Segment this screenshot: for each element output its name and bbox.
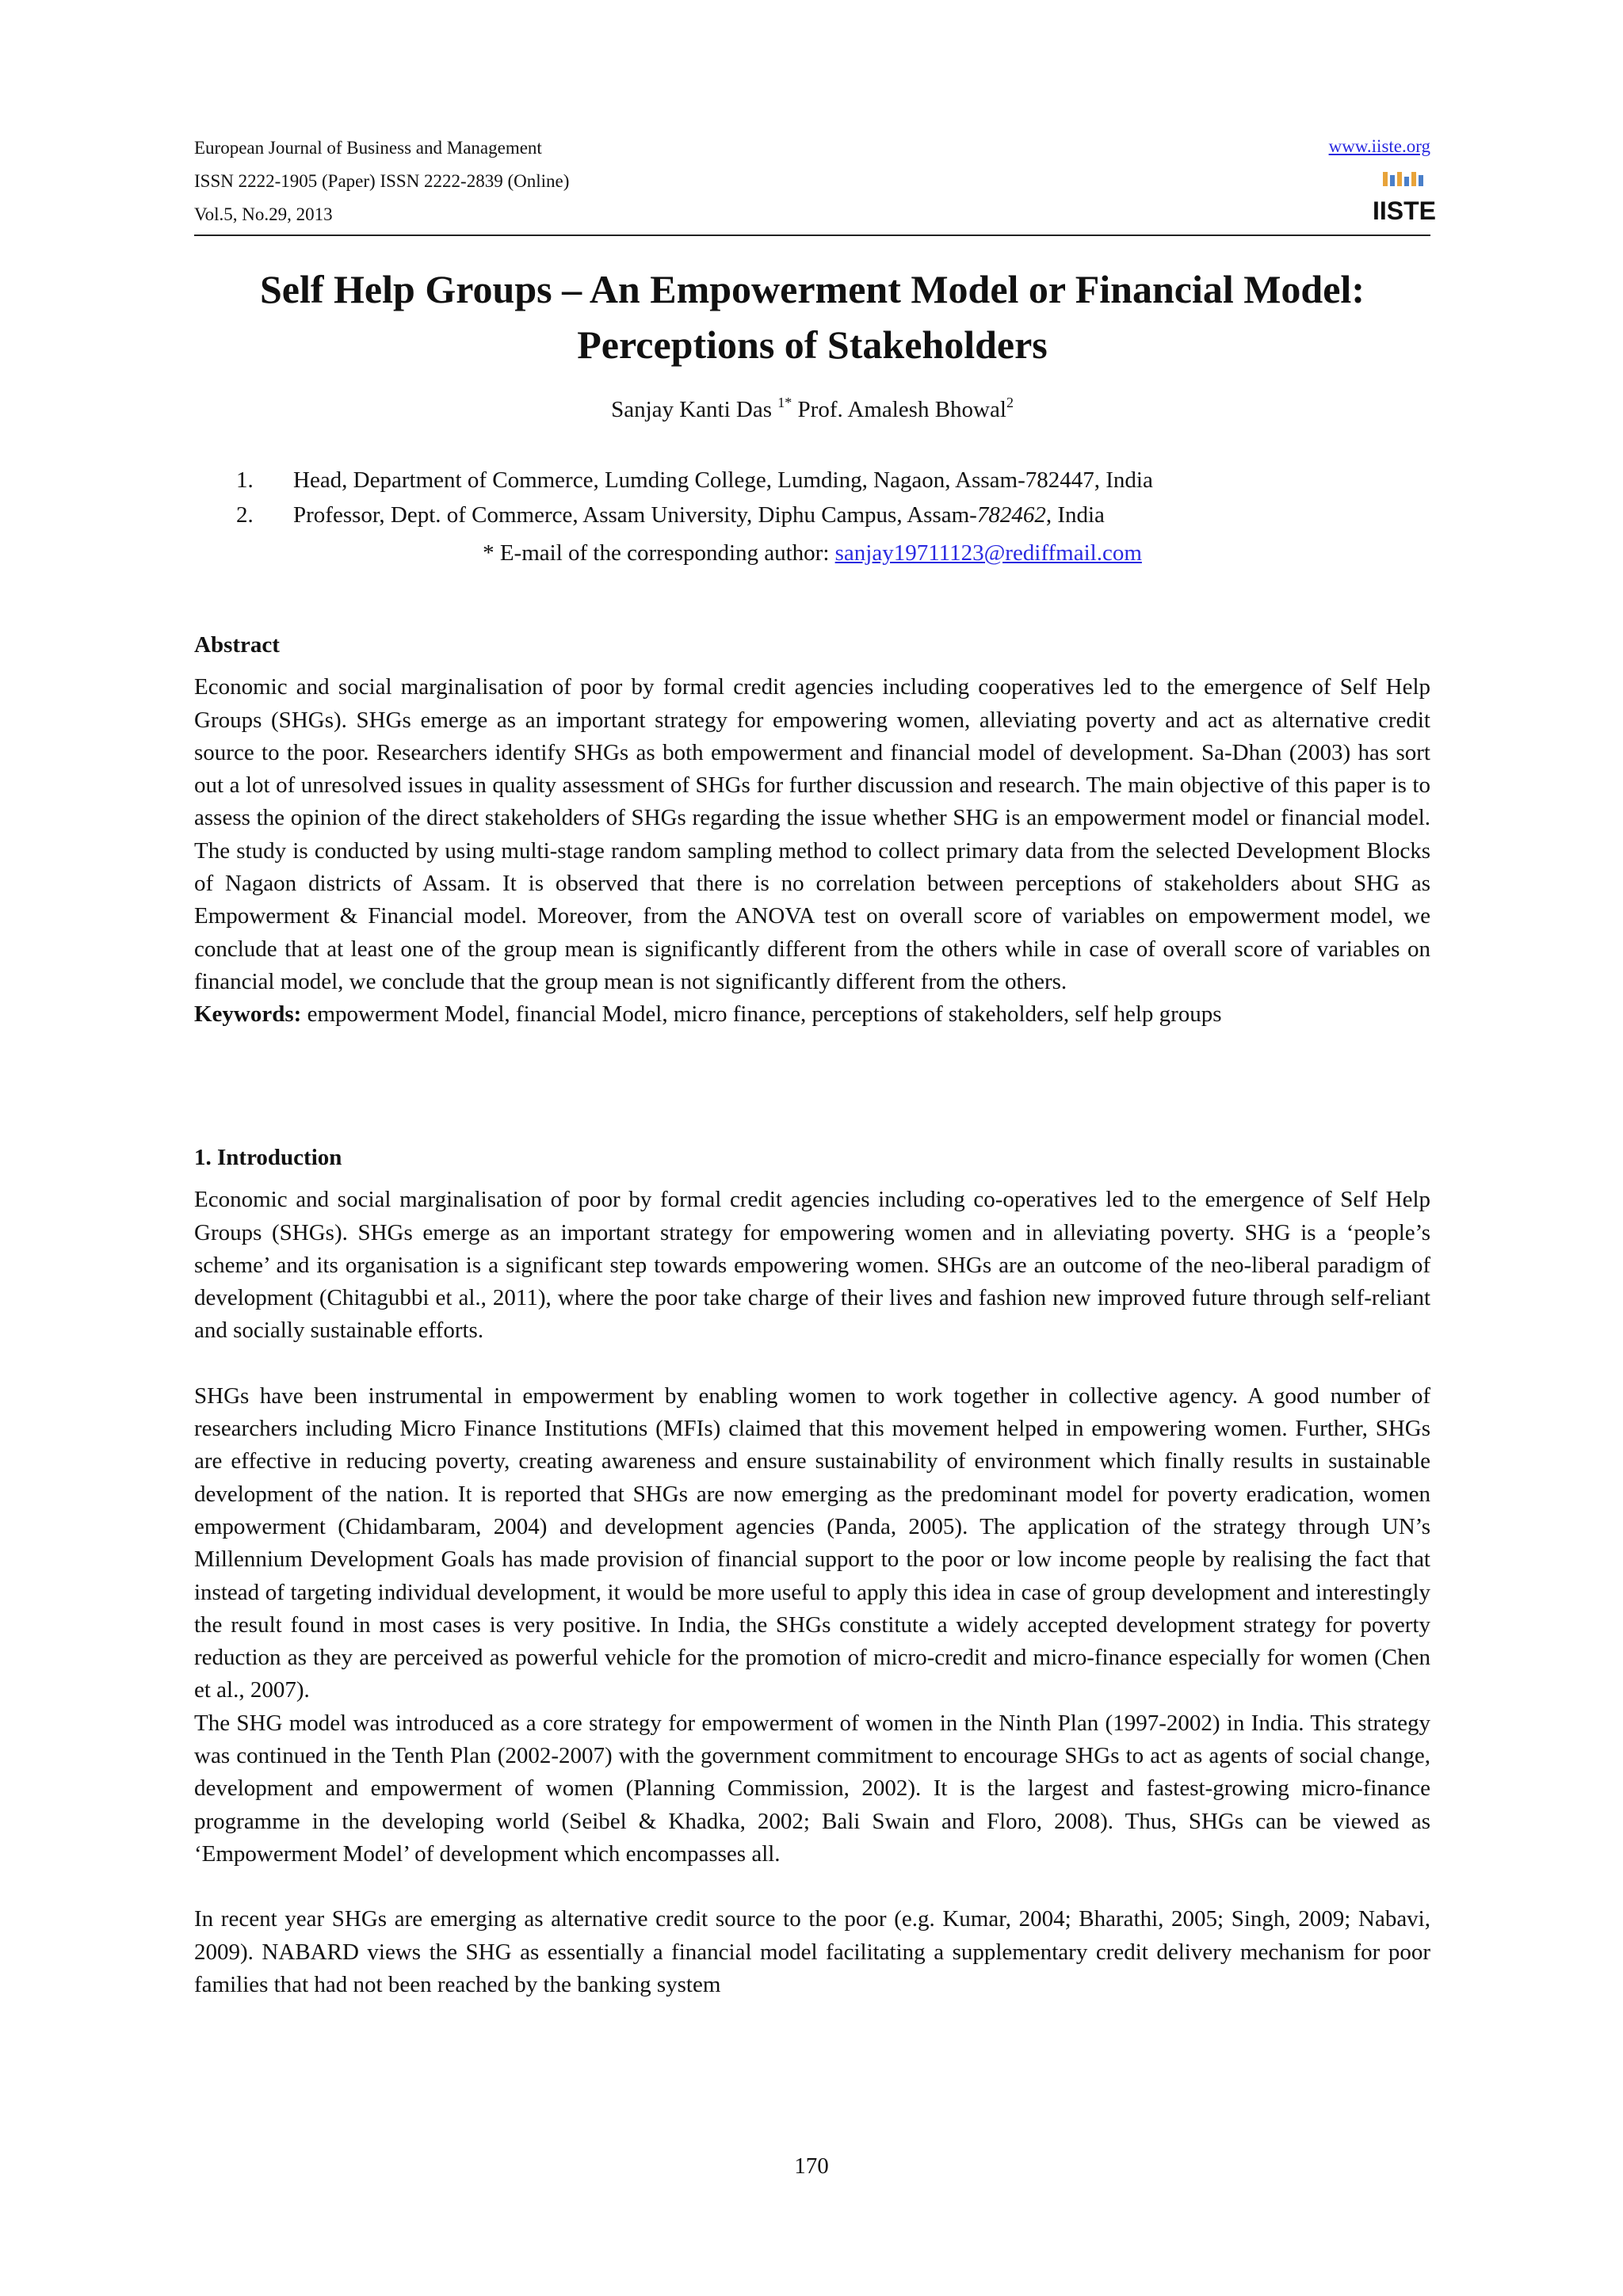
corresponding-email [194,540,1430,566]
author-1-sup: 1* [777,395,792,410]
intro-paragraph-4: In recent year SHGs are emerging as alternative credit source to the poor (e.g. Kumar, 2004; Bharathi, 2005; Singh, 2009; Nabavi, 2009). NABARD views the SHG as essentially a financial model facilitating a supplementary credit delivery mechanism for poor families that had not been reached by the banking system [194,1906,1430,1997]
iiste-logo-icon [1372,170,1437,225]
journal-url-link[interactable]: www.iiste.org [1328,136,1430,156]
affiliation-number: 2. [236,502,254,528]
logo-text: IISTE [1372,196,1437,225]
affiliation-text: Head, Department of Commerce, Lumding College, Lumding, Nagaon, Assam-782447, India [293,467,1153,493]
page-number: 170 [794,2153,829,2179]
author-list [194,395,1430,423]
intro-paragraph-2: SHGs have been instrumental in empowerment by enabling women to work together in collective agency. A good number of researchers including Micro Finance Institutions (MFIs) claimed that this movement helped in empowering women. Further, SHGs are effective in reducing poverty, creating awareness and ensure sustainability of environment which finally results in sustainable development of the nation. It is reported that SHGs are now emerging as the predominant model for poverty eradication, women empowerment (Chidambaram, 2004) and development agencies (Panda, 2005). The application of the strategy through UN’s Millennium Development Goals has made provision of financial support to the poor or low income people by realising the fact that instead of targeting individual development, it would be more useful to apply this idea in case of group development and interestingly the result found in most cases is very positive. In India, the SHGs constitute a widely accepted development strategy for poverty reduction as they are perceived as powerful vehicle for the promotion of micro-credit and micro-finance especially for women (Chen et al., 2007). [194,1383,1430,1703]
journal-issn: ISSN 2222-1905 (Paper) ISSN 2222-2839 (Online) [194,171,570,191]
header-divider [194,235,1430,236]
intro-paragraph-3: The SHG model was introduced as a core strategy for empowerment of women in the Ninth Plan (1997-2002) in India. This strategy was continued in the Tenth Plan (2002-2007) with the government commitment to encourage SHGs to act as agents of social change, development and empowerment of women (Planning Commission, 2002). It is the largest and fastest-growing micro-finance programme in the developing world (Seibel & Khadka, 2002; Bali Swain and Floro, 2008). Thus, SHGs can be viewed as ‘Empowerment Model’ of development which encompasses all. [194,1710,1430,1867]
affiliation-item [236,463,1425,498]
keywords-label: Keywords: [194,1001,302,1028]
keywords-text: empowerment Model, financial Model, micro finance, perceptions of stakeholders, self help groups [301,1001,1222,1028]
introduction-heading: 1. Introduction [194,1145,342,1170]
affiliation-item [236,498,1425,532]
email-link[interactable]: sanjay19711123@rediffmail.com [834,540,1142,566]
affiliation-text-end: , India [1045,502,1105,528]
journal-name: European Journal of Business and Management [194,138,542,158]
affiliation-number: 1. [236,467,254,493]
journal-header [194,132,1430,231]
abstract-heading: Abstract [194,632,280,658]
abstract-text: Economic and social marginalisation of poor by formal credit agencies including cooperatives led to the emergence of Self Help Groups (SHGs). SHGs emerge as an important strategy for empowering women, alleviating poverty and act as alternative credit source to the poor. Researchers identify SHGs as both empowerment and financial model of development. Sa-Dhan (2003) has sort out a lot of unresolved issues in quality assessment of SHGs for further discussion and research. The main objective of this paper is to assess the opinion of the direct stakeholders of SHGs regarding the issue whether SHG is an empowerment model or financial model. The study is conducted by using multi-stage random sampling method to collect primary data from the selected Development Blocks of Nagaon districts of Assam. It is observed that there is no correlation between perceptions of stakeholders about SHG as Empowerment & Financial model. Moreover, from the ANOVA test on overall score of variables on empowerment model, we conclude that at least one of the group mean is significantly different from the others while in case of overall score of variables on financial model, we conclude that the group mean is not significantly different from the others. [194,674,1430,994]
journal-volume: Vol.5, No.29, 2013 [194,204,333,224]
title-line-2: Perceptions of Stakeholders [577,322,1048,367]
intro-paragraph-1: Economic and social marginalisation of poor by formal credit agencies including co-operatives led to the emergence of Self Help Groups (SHGs). SHGs emerge as an important strategy for empowering women and in alleviating poverty. SHG is a ‘people’s scheme’ and its organisation is a significant step towards empowering women. SHGs are an outcome of the neo-liberal paradigm of development (Chitagubbi et al., 2011), where the poor take charge of their lives and fashion new improved future through self-reliant and socially sustainable efforts. [194,1187,1430,1344]
affiliation-postcode: 782462 [976,502,1046,528]
author-2-sup: 2 [1006,395,1014,410]
introduction-section [194,1142,1430,2001]
paper-title [158,261,1466,372]
title-line-1: Self Help Groups – An Empowerment Model or Financial Model: [260,267,1365,311]
author-1: Sanjay Kanti Das [611,397,773,422]
keywords [194,998,1430,1031]
author-2: Prof. Amalesh Bhowal [797,397,1006,422]
email-label: * E-mail of the corresponding author: [483,540,835,566]
abstract-section [194,629,1430,1032]
affiliation-text: Professor, Dept. of Commerce, Assam University, Diphu Campus, Assam- [293,502,977,528]
affiliation-list [236,463,1425,532]
